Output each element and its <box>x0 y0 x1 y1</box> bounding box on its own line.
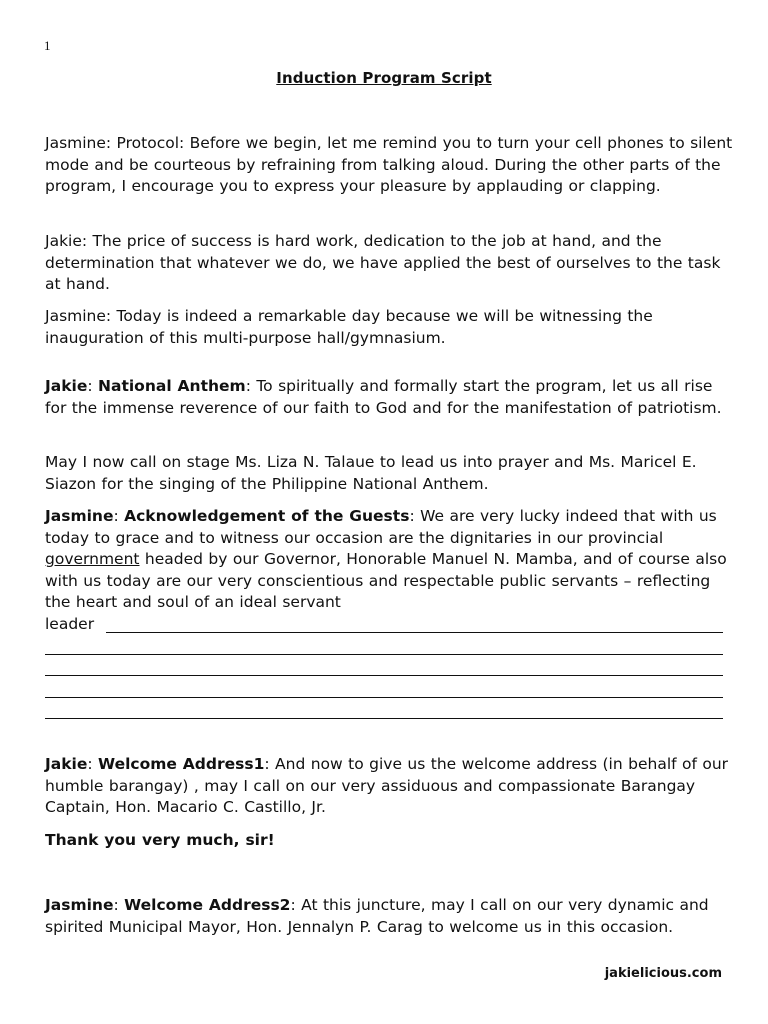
paragraph-acknowledgement: Jasmine: Acknowledgement of the Guests: We are very lucky indeed that with us today to grace and to witness our occasion are the dignitaries in our provincial government headed by our Governor, Honorable Manuel N. Mamba, and of course also with us today are our very conscientious and respectable public servants – reflecting the heart and soul of an ideal servant <box>45 507 727 611</box>
document-title: Induction Program Script <box>276 69 492 87</box>
paragraph-protocol: Jasmine: Protocol: Before we begin, let me remind you to turn your cell phones to silent mode and be courteous by refraining from talking aloud. During the other parts of the program, I encourage you to express your pleasure by applauding or clapping. <box>45 134 733 195</box>
fill-in-line <box>45 654 723 655</box>
speaker-name: Jasmine <box>45 896 114 914</box>
paragraph-body: : We are very lucky indeed that with us today to grace and to witness our occasion are the dignitaries in our provincial <box>45 507 717 547</box>
paragraph-welcome-address-1: Jakie: Welcome Address1: And now to give us the welcome address (in behalf of our humble barangay) , may I call on our very assiduous and compassionate Barangay Captain, Hon. Macario C. Castillo, Jr. <box>45 755 729 816</box>
paragraph-welcome-address-2: Jasmine: Welcome Address2: At this juncture, may I call on our very dynamic and spirited Municipal Mayor, Hon. Jennalyn P. Carag to welcome us in this occasion. <box>45 896 709 936</box>
segment-title: National Anthem <box>98 377 246 395</box>
speaker-name: Jakie <box>45 755 88 773</box>
page-number: 1 <box>44 38 51 53</box>
segment-title: Welcome Address1 <box>98 755 265 773</box>
fill-in-line <box>106 632 723 633</box>
paragraph-national-anthem: Jakie: National Anthem: To spiritually and formally start the program, let us all rise for the immense reverence of our faith to God and for the manifestation of patriotism. <box>45 377 722 417</box>
segment-title: Acknowledgement of the Guests <box>124 507 410 525</box>
fill-in-line <box>45 718 723 719</box>
underlined-word: government <box>45 550 140 568</box>
paragraph-body: : And now to give us the welcome address (in behalf of our humble barangay) , may I call on our very assiduous and compassionate Barangay Captain, Hon. Macario C. Castillo, Jr. <box>45 755 729 816</box>
paragraph-call-on-stage: May I now call on stage Ms. Liza N. Talaue to lead us into prayer and Ms. Maricel E. Siazon for the singing of the Philippine National Anthem. <box>45 453 697 493</box>
leader-label: leader <box>45 615 95 633</box>
segment-title: Welcome Address2 <box>124 896 291 914</box>
fill-in-line <box>45 675 723 676</box>
paragraph-price-of-success: Jakie: The price of success is hard work, dedication to the job at hand, and the determination that whatever we do, we have applied the best of ourselves to the task at hand. <box>45 232 721 293</box>
fill-in-line <box>45 697 723 698</box>
paragraph-body: : At this juncture, may I call on our very dynamic and spirited Municipal Mayor, Hon. Jennalyn P. Carag to welcome us in this occasion. <box>45 896 709 936</box>
speaker-name: Jakie <box>45 377 88 395</box>
paragraph-body: : To spiritually and formally start the program, let us all rise for the immense reverence of our faith to God and for the manifestation of patriotism. <box>45 377 722 417</box>
footer-website: jakielicious.com <box>604 966 722 981</box>
paragraph-inauguration: Jasmine: Today is indeed a remarkable day because we will be witnessing the inauguration of this multi-purpose hall/gymnasium. <box>45 307 653 347</box>
paragraph-body: headed by our Governor, Honorable Manuel N. Mamba, and of course also with us today are our very conscientious and respectable public servants – reflecting the heart and soul of an ideal servant <box>45 550 727 611</box>
speaker-name: Jasmine <box>45 507 114 525</box>
paragraph-thank-you: Thank you very much, sir! <box>45 831 275 849</box>
